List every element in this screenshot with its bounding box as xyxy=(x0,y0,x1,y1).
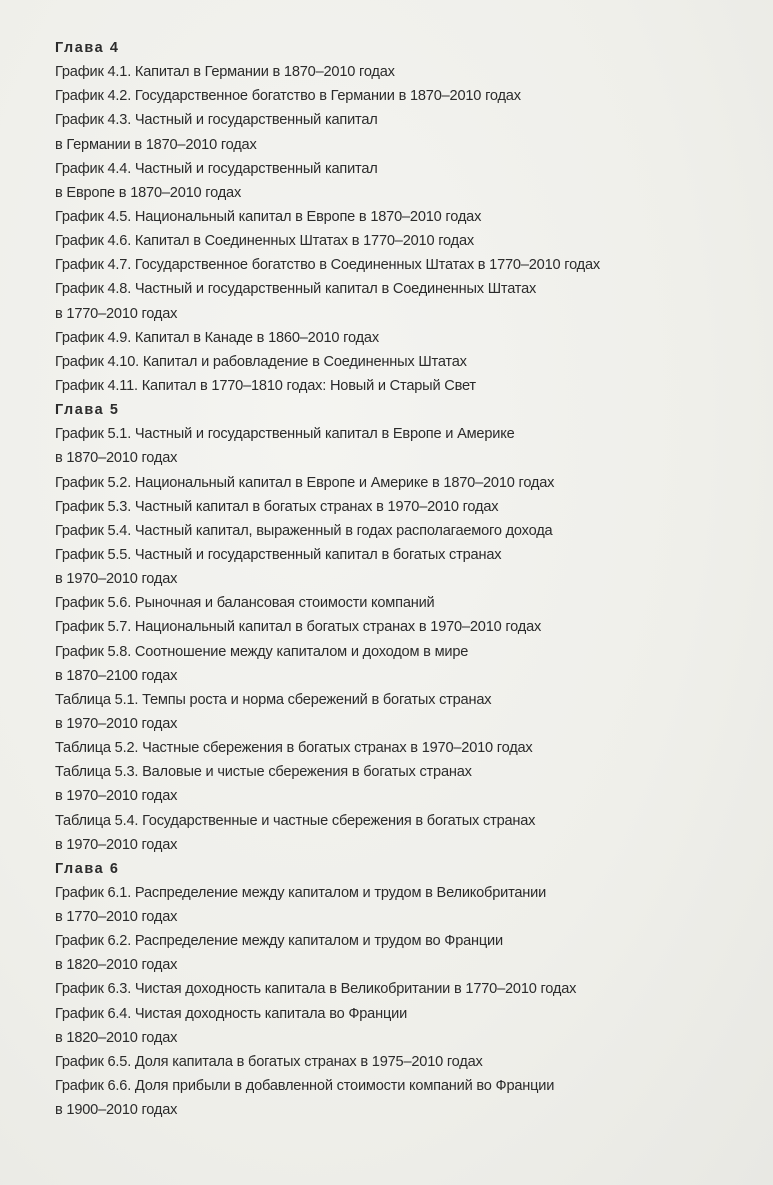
list-item: График 4.11. Капитал в 1770–1810 годах: Новый и Старый Свет xyxy=(55,377,476,394)
list-item: График 4.5. Национальный капитал в Европе в 1870–2010 годах xyxy=(55,208,482,225)
list-item: График 5.1. Частный и государственный капитал в Европе и Америке xyxy=(55,426,515,443)
list-item: Таблица 5.4. Государственные и частные сбережения в богатых странах xyxy=(55,812,536,829)
list-item: в 1870–2010 годах xyxy=(55,450,178,467)
list-item: График 4.10. Капитал и рабовладение в Соединенных Штатах xyxy=(55,353,467,370)
list-item: в 1970–2010 годах xyxy=(55,788,178,805)
list-item: в 1770–2010 годах xyxy=(55,305,178,322)
list-item: График 4.2. Государственное богатство в Германии в 1870–2010 годах xyxy=(55,88,521,105)
list-of-figures xyxy=(55,36,745,1122)
list-item: График 6.3. Чистая доходность капитала в Великобритании в 1770–2010 годах xyxy=(55,981,577,998)
list-item: в 1970–2010 годах xyxy=(55,715,178,732)
list-item: в 1900–2010 годах xyxy=(55,1102,178,1119)
list-item: в 1770–2010 годах xyxy=(55,909,178,926)
list-item: График 6.6. Доля прибыли в добавленной стоимости компаний во Франции xyxy=(55,1078,555,1095)
list-item: в 1970–2010 годах xyxy=(55,571,178,588)
list-item: График 6.1. Распределение между капиталом и трудом в Великобритании xyxy=(55,884,547,901)
list-item: Таблица 5.2. Частные сбережения в богатых странах в 1970–2010 годах xyxy=(55,740,533,757)
list-item: в 1970–2010 годах xyxy=(55,836,178,853)
list-item: График 4.6. Капитал в Соединенных Штатах в 1770–2010 годах xyxy=(55,233,474,250)
list-item: График 6.2. Распределение между капиталом и трудом во Франции xyxy=(55,933,503,950)
chapter-heading: Глава 6 xyxy=(55,860,120,877)
list-item: График 4.4. Частный и государственный капитал xyxy=(55,160,378,177)
list-item: График 5.7. Национальный капитал в богатых странах в 1970–2010 годах xyxy=(55,619,542,636)
chapter-heading: Глава 5 xyxy=(55,402,120,419)
list-item: График 4.1. Капитал в Германии в 1870–2010 годах xyxy=(55,64,395,81)
list-item: Таблица 5.3. Валовые и чистые сбережения в богатых странах xyxy=(55,764,472,781)
list-item: Таблица 5.1. Темпы роста и норма сбережений в богатых странах xyxy=(55,691,492,708)
chapter-heading: Глава 4 xyxy=(55,40,120,56)
list-item: в Германии в 1870–2010 годах xyxy=(55,136,257,153)
list-item: График 4.9. Капитал в Канаде в 1860–2010 годах xyxy=(55,329,379,346)
list-item: в 1820–2010 годах xyxy=(55,1029,178,1046)
list-item: График 5.4. Частный капитал, выраженный в годах располагаемого дохода xyxy=(55,522,553,539)
list-item: График 5.8. Соотношение между капиталом и доходом в мире xyxy=(55,643,469,660)
list-item: График 5.6. Рыночная и балансовая стоимости компаний xyxy=(55,595,435,612)
list-item: в Европе в 1870–2010 годах xyxy=(55,184,242,201)
list-item: График 6.4. Чистая доходность капитала во Франции xyxy=(55,1005,408,1022)
list-item: График 4.3. Частный и государственный капитал xyxy=(55,112,378,129)
list-item: График 4.7. Государственное богатство в Соединенных Штатах в 1770–2010 годах xyxy=(55,257,601,274)
list-item: в 1820–2010 годах xyxy=(55,957,178,974)
list-item: График 4.8. Частный и государственный капитал в Соединенных Штатах xyxy=(55,281,537,298)
list-item: График 5.3. Частный капитал в богатых странах в 1970–2010 годах xyxy=(55,498,499,515)
list-item: График 5.2. Национальный капитал в Европе и Америке в 1870–2010 годах xyxy=(55,474,555,491)
list-item: в 1870–2100 годах xyxy=(55,667,178,684)
list-item: График 6.5. Доля капитала в богатых странах в 1975–2010 годах xyxy=(55,1053,483,1070)
list-item: График 5.5. Частный и государственный капитал в богатых странах xyxy=(55,546,502,563)
